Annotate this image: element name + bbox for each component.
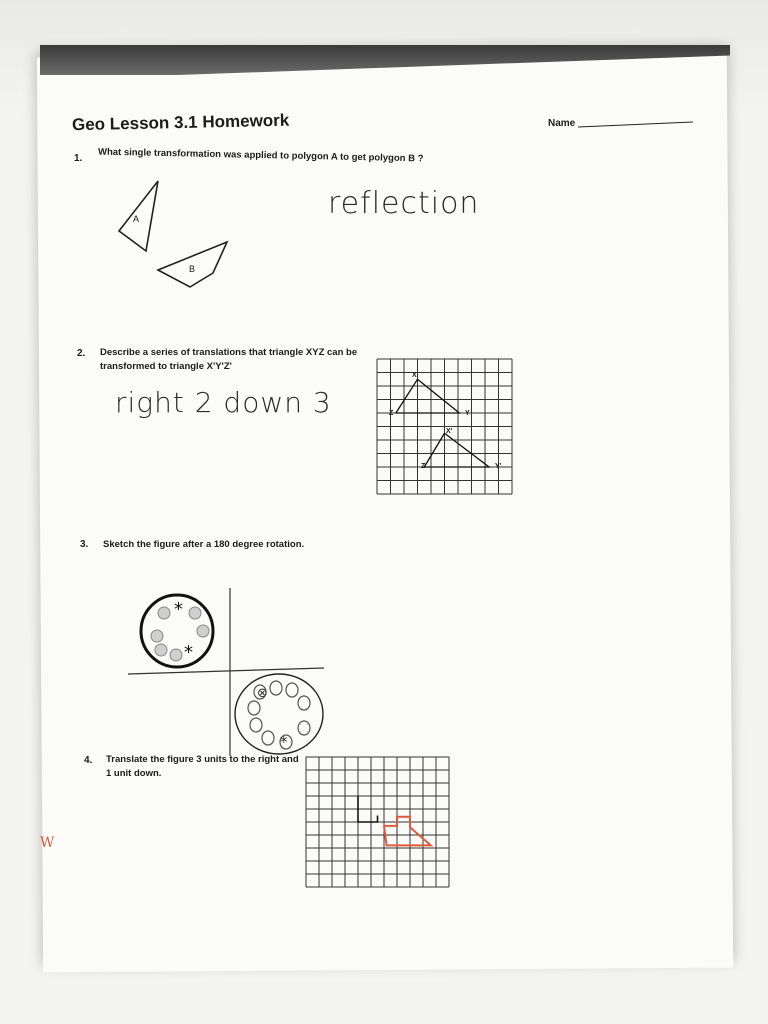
asterisk-mark: * bbox=[184, 642, 193, 663]
question-3-number: 3. bbox=[80, 539, 89, 550]
triangle-xyz-prime bbox=[424, 433, 489, 467]
question-4-text: Translate the figure 3 units to the right and 1 unit down. bbox=[106, 754, 299, 779]
grid-label-z: Z bbox=[389, 410, 394, 417]
asterisk-mark: ⊗ bbox=[257, 686, 268, 701]
asterisk-mark: * bbox=[174, 599, 183, 620]
translated-figure bbox=[384, 817, 431, 846]
rotated-figure bbox=[235, 674, 323, 754]
question-2-text: Describe a series of translations that triangle XYZ can be transformed to triangle X'Y'Z' bbox=[100, 347, 358, 372]
polygon-b-label: B bbox=[189, 264, 196, 274]
margin-mark: W bbox=[40, 835, 55, 851]
question-2-answer: right 2 down 3 bbox=[115, 386, 332, 419]
asterisk-mark: * bbox=[280, 733, 288, 751]
question-1-number: 1. bbox=[74, 153, 83, 164]
grid-label-z-prime: Z' bbox=[421, 463, 427, 470]
question-1-polygons bbox=[110, 175, 250, 295]
grid-label-y-prime: Y' bbox=[495, 463, 502, 470]
polygon-a-label: A bbox=[133, 214, 140, 224]
question-4-number: 4. bbox=[84, 755, 93, 766]
question-3-text: Sketch the figure after a 180 degree rotation. bbox=[103, 539, 305, 550]
triangle-xyz bbox=[396, 379, 459, 413]
grid-label-x-prime: X' bbox=[446, 428, 453, 435]
horizontal-axis bbox=[128, 668, 324, 674]
question-2-number: 2. bbox=[77, 348, 86, 359]
page-title: Geo Lesson 3.1 Homework bbox=[71, 110, 290, 135]
question-1-answer: reflection bbox=[328, 186, 480, 221]
grid-label-y: Y bbox=[465, 410, 470, 417]
name-label: Name bbox=[548, 118, 576, 129]
grid-label-x: X bbox=[412, 372, 417, 379]
question-3-rotation-sketch bbox=[128, 588, 328, 758]
question-4-grid bbox=[306, 757, 454, 895]
question-1-text: What single transformation was applied to polygon A to get polygon B ? bbox=[97, 146, 424, 165]
